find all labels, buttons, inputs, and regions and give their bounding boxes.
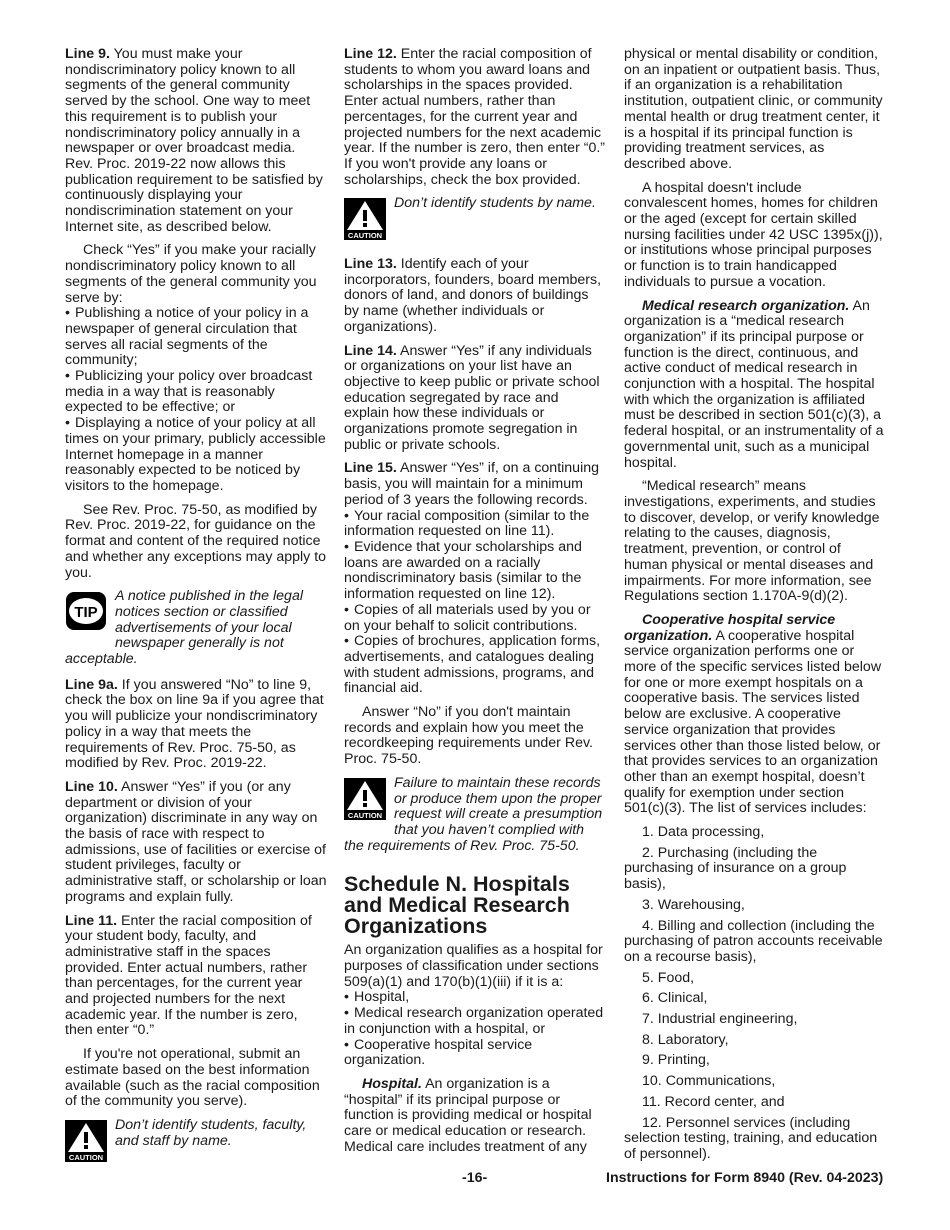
bullet-item: • Hospital, [344,990,606,1006]
list-item: 5. Food, [642,969,695,986]
svg-text:TIP: TIP [74,604,98,622]
list-item: 1. Data processing, [642,824,765,841]
list-item: 9. Printing, [642,1052,710,1069]
mro-label: Medical research organization. [642,297,850,314]
services-list [624,825,887,1163]
caution-icon [344,778,386,825]
mro-paragraph [624,299,887,472]
coop-paragraph [624,613,887,817]
list-item: 11. Record center, and [642,1093,785,1110]
tip-text: A notice published in the legal notices section or classified advertisements of your local newspaper generally is not acceptable. [65,589,303,668]
list-item: 6. Clinical, [642,990,708,1007]
list-item: 8. Laboratory, [642,1031,729,1048]
column-2 [344,47,606,1163]
qualifies-paragraph: An organization qualifies as a hospital for purposes of classification under sections 509(a)(1) and 170(b)(1)(iii) if it is a: [344,942,603,990]
caution-icon [344,198,386,245]
mro-text: An organization is a “medical research organization” if its principal purpose or function is the direct, continuous, and active conduct of medical research in conjunction with a hospital. The hospital with which the organization is affiliated must be described in section 501(c)(3), a federal hospital, or an instrumentality of a governmental unit, such as a municipal hospital. [624,297,884,471]
line9-paragraph [65,47,327,235]
hospital-text: An organization is a “hospital” if its principal purpose or function is providing medical or hospital care or medical education or research. Medical care includes treatment of any [344,1075,592,1155]
column-1 [65,47,327,1179]
bullet-item: • Publicizing your policy over broadcast media in a way that is reasonably expected to be effective; or [65,369,327,416]
bullet-item: • Copies of all materials used by you or on your behalf to solicit contributions. [344,603,606,634]
schedule-n-heading: Schedule N. Hospitals and Medical Research Organizations [344,872,570,939]
line14-paragraph [344,344,606,454]
svg-text:CAUTION: CAUTION [68,1153,104,1162]
tip-icon [65,591,107,636]
line11-paragraph [65,914,327,1040]
line10-text: Answer “Yes” if you (or any department or division of your organization) discriminate in any way on the basis of race with respect to admissions, use of facilities or exercise of student privileges, faculty or administrative staff, or scholarship or loan programs and explain fully. [65,778,327,905]
bullet-item: • Evidence that your scholarships and loans are awarded on a racially nondiscriminatory basis (similar to the information requested on line 12). [344,540,606,603]
line13-label: Line 13. [344,256,397,273]
line13-text: Identify each of your incorporators, founders, board members, donors of land, and donors of buildings by name (whether individuals or organizations). [344,256,602,335]
medical-research-paragraph: “Medical research” means investigations, experiments, and studies to discover, develop, or verify knowledge relating to the causes, diagnosis, treatment, prevention, or control of human physical or mental diseases and impairments. For more information, see Regulations section 1.170A-9(d)(2). [624,478,880,605]
tip-note [65,589,327,668]
hospital-continued-paragraph: physical or mental disability or condition, on an inpatient or outpatient basis. Thus, if an organization is a rehabilitation institution, outpatient clinic, or community mental health or drug treatment center, it is a hospital if its principal function is providing treatment services, as described above. [624,46,883,172]
line9-label: Line 9. [65,46,110,62]
svg-text:CAUTION: CAUTION [347,810,383,820]
not-include-paragraph: A hospital doesn't include convalescent homes, homes for children or the aged (except for certain skilled nursing facilities under 42 USC 1395x(j)), or institutions whose principal purposes or function is to train handicapped individuals to pursue a vocation. [624,179,883,290]
caution-text: Don’t identify students, faculty, and staff by name. [115,1118,307,1149]
line9-text: You must make your nondiscriminatory policy known to all segments of the general community served by the school. One way to meet this requirement is to publish your nondiscriminatory policy annually in a newspaper or over broadcast media. Rev. Proc. 2019-22 now allows this publication requirement to be satisfied by continuously displaying your nondiscrimination statement on your Internet site, as described below. [65,46,323,235]
line13-paragraph [344,257,606,336]
line14-label: Line 14. [344,342,397,359]
see-rev-proc-paragraph: See Rev. Proc. 75-50, as modified by Rev. Proc. 2019-22, for guidance on the format and content of the required notice and whether any exceptions may apply to you. [65,501,327,581]
not-operational-paragraph: If you're not operational, submit an estimate based on the best information available (such as the racial composition of the community you serve). [65,1046,320,1110]
bullet-item: • Publishing a notice of your policy in a newspaper of general circulation that serves all racial segments of the community; [65,306,327,369]
line11-label: Line 11. [65,912,118,929]
list-item: 10. Communications, [642,1073,776,1090]
column-3 [624,47,887,1168]
bullet-item: • Medical research organization operated in conjunction with a hospital, or [344,1006,606,1037]
line12-label: Line 12. [344,46,397,62]
line9a-text: If you answered “No” to line 9, check the box on line 9a if you agree that you will publicize your nondiscriminatory policy in a way that meets the requirements of Rev. Proc. 75-50, as modified by Rev. Proc. 2019-22. [65,676,324,772]
caution-text: Don’t identify students by name. [394,196,596,212]
list-item: 7. Industrial engineering, [642,1011,798,1028]
bullet-item: • Displaying a notice of your policy at all times on your primary, publicly accessible Internet homepage in a manner reasonably expected to be noticed by visitors to the homepage. [65,416,327,495]
bullet-item: • Copies of brochures, application forms, advertisements, and catalogues dealing with student admissions, programs, and financial aid. [344,634,606,697]
line12-paragraph [344,47,606,188]
line9a-paragraph [65,678,327,772]
answer-no-paragraph: Answer “No” if you don't maintain records and explain how you meet the recordkeeping requirements under Rev. Proc. 75-50. [344,704,593,768]
coop-label: Cooperative hospital service organization. [624,611,836,644]
line11-text: Enter the racial composition of your student body, faculty, and administrative staff in the spaces provided. Enter actual numbers, rather than percentages, for the current year and projected numbers for the next academic year. If the number is zero, then enter “0.” [65,912,312,1039]
line12-text: Enter the racial composition of students to whom you award loans and scholarships in the spaces provided. Enter actual numbers, rather than percentages, for the current year and projected numbers for the next academic year. If the number is zero, then enter “0.” If you won't provide any loans or scholarships, check the box provided. [344,46,606,188]
check-yes-paragraph: Check “Yes” if you make your racially nondiscriminatory policy known to all segments of the general community you serve by: [65,242,317,306]
coop-text: A cooperative hospital service organization performs one or more of the specific services listed below for one or more exempt hospitals on a cooperative basis. The services listed below are exclusive. A cooperative service organization that provides services other than those listed below, or that provides services to an organization other than an exempt hospital, doesn’t qualify for exemption under section 501(c)(3). The list of services includes: [624,627,882,817]
line10-label: Line 10. [65,778,118,795]
caution-icon [65,1120,107,1167]
hospital-label: Hospital. [362,1075,422,1092]
caution-text: Failure to maintain these records or produce them upon the proper request will create a presumption that you haven’t complied with the requirements of Rev. Proc. 75-50. [344,775,603,854]
line14-text: Answer “Yes” if any individuals or organizations on your list have an objective to keep public or private school education segregated by race and explain how these individuals or organizations promote segregation in public or private schools. [344,342,600,453]
list-item: 3. Warehousing, [642,896,745,913]
caution-note [344,196,606,247]
line15-paragraph [344,461,606,508]
page-number: -16- [462,1170,488,1186]
list-item: 4. Billing and collection (including the purchasing of patron accounts receivable on a recourse basis), [624,917,883,965]
hospital-paragraph [344,1077,606,1156]
line15-text: Answer “Yes” if, on a continuing basis, you will maintain for a minimum period of 3 years the following records. [344,460,599,508]
line10-paragraph [65,780,327,906]
caution-note [65,1118,327,1169]
line15-label: Line 15. [344,460,397,477]
bullet-item: • Your racial composition (similar to the information requested on line 11). [344,509,606,540]
list-item: 12. Personnel services (including selection testing, training, and education of personnel). [624,1114,878,1162]
line9a-label: Line 9a. [65,676,118,693]
bullet-item: • Cooperative hospital service organization. [344,1038,606,1069]
form-title: Instructions for Form 8940 (Rev. 04-2023) [606,1170,884,1186]
svg-text:CAUTION: CAUTION [347,231,383,241]
caution-note [344,776,606,855]
list-item: 2. Purchasing (including the purchasing of insurance on a group basis), [624,844,847,893]
